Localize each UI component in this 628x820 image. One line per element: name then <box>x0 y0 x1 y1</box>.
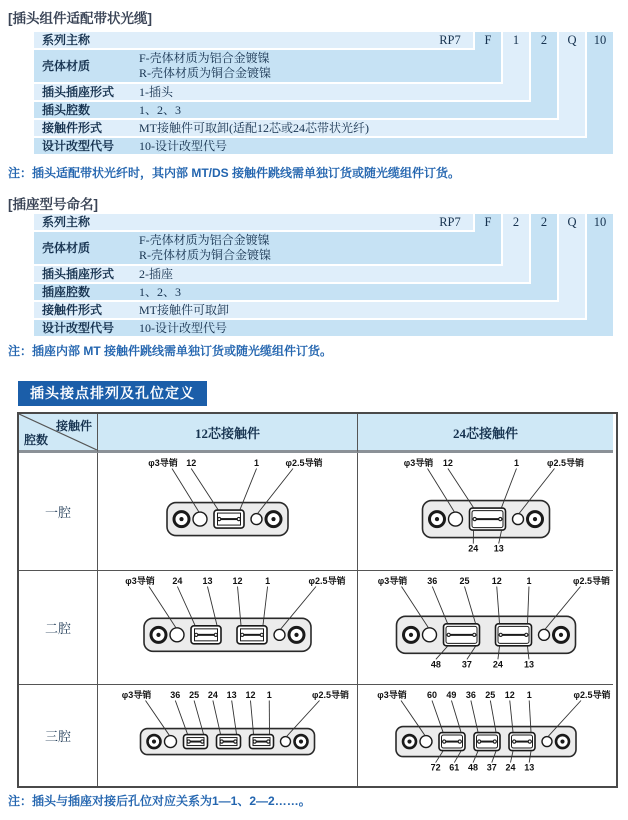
pin-diagram-12core-1cavity <box>98 453 357 571</box>
svg-text:25: 25 <box>484 690 495 700</box>
corner-label-cavity: 腔数 <box>24 433 49 447</box>
svg-text:37: 37 <box>461 658 472 669</box>
naming-row-value: MT接触件可取卸(适配12芯或24芯带状光纤) <box>139 121 369 135</box>
naming-code: 10 <box>593 33 607 47</box>
corner-label-contact: 接触件 <box>55 419 92 433</box>
code-stripe <box>587 32 613 154</box>
svg-text:1: 1 <box>525 575 531 586</box>
pin-diagram-24core-1cavity <box>359 453 613 571</box>
svg-text:24: 24 <box>504 762 515 773</box>
svg-text:25: 25 <box>459 575 470 586</box>
svg-text:13: 13 <box>523 658 534 669</box>
naming-row-value: 1、2、3 <box>139 103 182 117</box>
svg-text:φ2.5导销: φ2.5导销 <box>308 575 346 586</box>
pin-diagram-24core-2cavity <box>359 571 613 685</box>
naming-code: 2 <box>512 215 520 229</box>
code-stripe <box>587 214 613 336</box>
pin-diagram-cell <box>98 571 358 685</box>
pin-diagram-12core-3cavity <box>98 685 357 786</box>
naming-code: Q <box>567 215 577 229</box>
naming-code: F <box>484 33 492 47</box>
naming-row-value: 10-设计改型代号 <box>139 139 227 153</box>
plug-naming-title: [插头组件适配带状光缆] <box>8 11 152 26</box>
svg-text:φ3导销: φ3导销 <box>148 457 178 468</box>
pin-table-corner-cell <box>19 414 98 453</box>
pin-diagram-12core-2cavity <box>98 571 357 685</box>
svg-text:24: 24 <box>467 543 478 554</box>
naming-code: 10 <box>593 215 607 229</box>
naming-row-value: 1、2、3 <box>139 285 182 299</box>
pin-mapping-note: 注：插头与插座对接后孔位对应关系为1—1、2—2……。 <box>8 794 311 808</box>
naming-row-label: 插头插座形式 <box>42 267 115 281</box>
pin-diagram-24core-3cavity <box>359 685 613 786</box>
svg-text:36: 36 <box>170 690 181 700</box>
svg-text:72: 72 <box>430 762 441 773</box>
column-header-24core: 24芯接触件 <box>358 414 613 453</box>
svg-text:1: 1 <box>526 690 532 700</box>
svg-text:φ2.5导销: φ2.5导销 <box>546 457 584 468</box>
naming-row <box>34 284 557 300</box>
naming-row <box>34 32 473 48</box>
pin-section-header: 插头接点排列及孔位定义 <box>18 381 207 406</box>
svg-text:12: 12 <box>442 457 453 468</box>
naming-row-label: 系列主称 <box>42 33 91 47</box>
column-header-12core: 12芯接触件 <box>98 414 358 453</box>
naming-row-label: 插头腔数 <box>42 103 91 117</box>
svg-text:12: 12 <box>504 690 515 700</box>
svg-text:24: 24 <box>492 658 503 669</box>
cavity-row-label: 一腔 <box>19 453 98 571</box>
naming-row-value: 2-插座 <box>139 267 173 281</box>
pin-arrangement-table <box>17 412 618 788</box>
socket-naming-note: 注：插座内部 MT 接触件跳线需单独订货或随光缆组件订货。 <box>8 344 332 358</box>
pin-diagram-cell <box>358 571 613 685</box>
naming-row <box>34 138 612 154</box>
svg-text:φ3导销: φ3导销 <box>376 690 407 700</box>
svg-text:φ3导销: φ3导销 <box>403 457 433 468</box>
svg-text:12: 12 <box>186 457 197 468</box>
naming-row <box>34 214 473 230</box>
svg-text:1: 1 <box>265 575 271 586</box>
svg-text:60: 60 <box>426 690 437 700</box>
naming-row-label: 接触件形式 <box>42 121 103 135</box>
svg-text:48: 48 <box>430 658 441 669</box>
svg-text:49: 49 <box>445 690 456 700</box>
svg-text:13: 13 <box>202 575 213 586</box>
naming-row <box>34 102 557 118</box>
svg-text:25: 25 <box>189 690 200 700</box>
naming-row-label: 设计改型代号 <box>42 139 115 153</box>
plug-naming-table <box>34 32 612 154</box>
naming-row-value: R-壳体材质为铜合金镀镍 <box>139 248 272 262</box>
svg-text:12: 12 <box>245 690 256 700</box>
naming-row-label: 壳体材质 <box>42 59 91 73</box>
naming-row-value: F-壳体材质为铝合金镀镍 <box>139 51 270 65</box>
svg-text:φ2.5导销: φ2.5导销 <box>285 457 323 468</box>
naming-row-value: MT接触件可取卸 <box>139 303 230 317</box>
pin-diagram-cell <box>358 685 613 786</box>
pin-diagram-cell <box>98 453 358 571</box>
svg-text:12: 12 <box>232 575 243 586</box>
svg-text:φ2.5导销: φ2.5导销 <box>572 575 610 586</box>
naming-code: 1 <box>512 33 520 47</box>
svg-text:φ3导销: φ3导销 <box>121 690 152 700</box>
svg-text:48: 48 <box>467 762 478 773</box>
svg-text:1: 1 <box>266 690 272 700</box>
naming-code: 2 <box>540 33 548 47</box>
svg-text:24: 24 <box>172 575 183 586</box>
cavity-row-label: 二腔 <box>19 571 98 685</box>
cavity-row-label: 三腔 <box>19 685 98 786</box>
naming-code: Q <box>567 33 577 47</box>
naming-row-value: R-壳体材质为铜合金镀镍 <box>139 66 272 80</box>
naming-code: RP7 <box>439 215 461 229</box>
naming-row-value: F-壳体材质为铝合金镀镍 <box>139 233 270 247</box>
socket-naming-table <box>34 214 612 336</box>
svg-text:12: 12 <box>491 575 502 586</box>
naming-row-label: 系列主称 <box>42 215 91 229</box>
naming-row <box>34 320 612 336</box>
svg-text:φ3导销: φ3导销 <box>377 575 407 586</box>
svg-text:φ2.5导销: φ2.5导销 <box>312 690 349 700</box>
svg-text:36: 36 <box>426 575 437 586</box>
naming-code: RP7 <box>439 33 461 47</box>
svg-text:1: 1 <box>513 457 519 468</box>
naming-code: 2 <box>540 215 548 229</box>
naming-row-label: 插座腔数 <box>42 285 91 299</box>
naming-row-label: 设计改型代号 <box>42 321 115 335</box>
naming-row <box>34 302 585 318</box>
naming-row-label: 接触件形式 <box>42 303 103 317</box>
svg-text:36: 36 <box>465 690 476 700</box>
svg-text:φ2.5导销: φ2.5导销 <box>573 690 610 700</box>
svg-text:1: 1 <box>254 457 260 468</box>
svg-text:24: 24 <box>207 690 218 700</box>
svg-text:61: 61 <box>448 762 459 773</box>
naming-row-value: 1-插头 <box>139 85 173 99</box>
svg-text:φ3导销: φ3导销 <box>125 575 155 586</box>
pin-diagram-cell <box>98 685 358 786</box>
svg-text:13: 13 <box>523 762 534 773</box>
naming-row-label: 壳体材质 <box>42 241 91 255</box>
svg-text:13: 13 <box>493 543 504 554</box>
naming-row-value: 10-设计改型代号 <box>139 321 227 335</box>
svg-text:13: 13 <box>226 690 237 700</box>
pin-diagram-cell <box>358 453 613 571</box>
svg-text:37: 37 <box>486 762 497 773</box>
naming-code: F <box>484 215 492 229</box>
socket-naming-title: [插座型号命名] <box>8 197 98 212</box>
plug-naming-note: 注：插头适配带状光纤时，其内部 MT/DS 接触件跳线需单独订货或随光缆组件订货。 <box>8 166 461 180</box>
naming-row-label: 插头插座形式 <box>42 85 115 99</box>
